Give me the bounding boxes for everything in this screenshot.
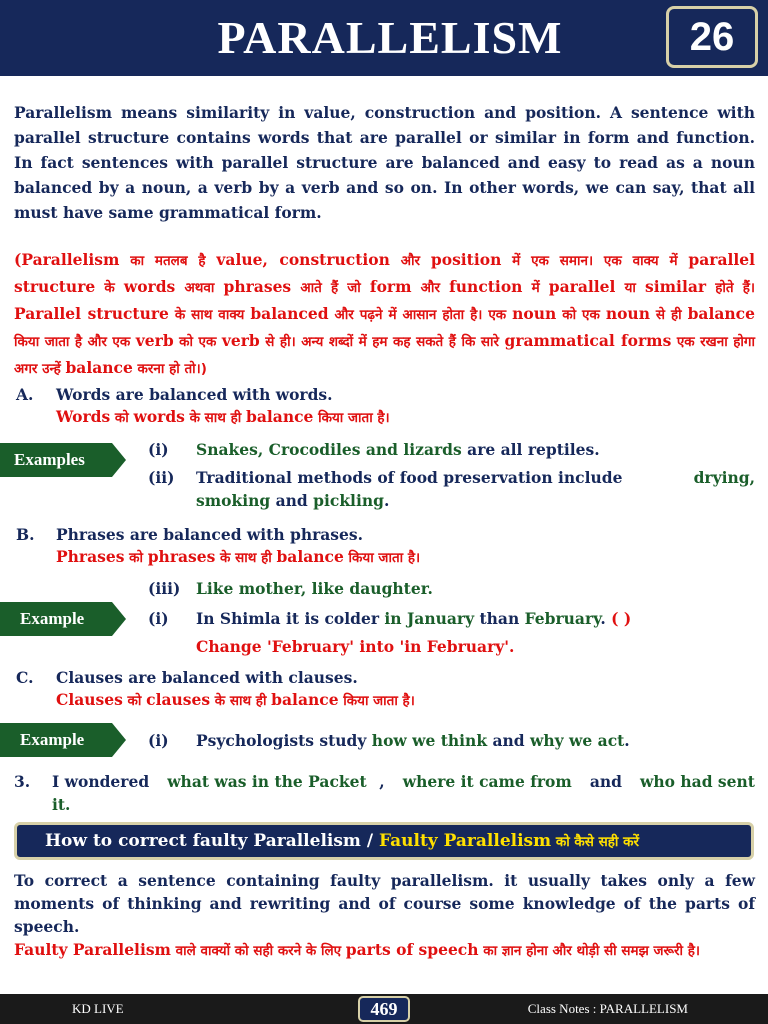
- text-segment: are all reptiles.: [461, 440, 600, 459]
- text-segment: and: [487, 731, 531, 750]
- text-segment: why we act: [530, 731, 625, 750]
- section-b-heading: Phrases are balanced with phrases.: [56, 525, 364, 544]
- example-tag: [0, 602, 126, 636]
- text-segment: ,: [379, 772, 391, 791]
- text-segment: I wondered: [52, 772, 155, 791]
- text-segment: and: [270, 491, 314, 510]
- section-b-hindi: [56, 546, 420, 569]
- tag-arrow-icon: [112, 602, 126, 636]
- intro-paragraph: Parallelism means similarity in value, construction and position. A sentence with parallel structure contains words that are parallel or similar in form and function. In fact sentences with parallel structure are balanced and easy to read as a noun balanced by a noun, a verb by a verb and so on. In other words, we can say, that all must have same grammatical form.: [14, 103, 755, 222]
- text-segment: pickling: [313, 491, 384, 510]
- text-segment: parallel: [548, 277, 616, 296]
- text-segment: में एक समान। एक वाक्य में: [501, 253, 689, 269]
- text-segment: Traditional methods of food preservation include: [196, 468, 628, 487]
- text-segment: के साथ ही: [215, 550, 277, 566]
- example-sentence-line2: [196, 490, 389, 512]
- text-segment: अथवा: [175, 280, 224, 296]
- text-segment: वाले वाक्यों को सही करने के लिए: [170, 943, 346, 959]
- banner-english: How to correct faulty Parallelism /: [45, 831, 379, 851]
- text-segment: form: [369, 277, 412, 296]
- section-c-hindi: [56, 689, 415, 712]
- text-segment: का ज्ञान होना और थोड़ी सी समझ जरूरी है।: [478, 943, 700, 959]
- text-segment: how we think: [371, 731, 488, 750]
- text-segment: किया जाता है।: [338, 693, 415, 709]
- section-b-letter: B.: [16, 525, 35, 544]
- footer-brand: KD LIVE: [72, 1001, 124, 1016]
- correction-hindi-paragraph: [14, 938, 755, 963]
- section-a-letter: A.: [16, 385, 34, 404]
- page-header: [0, 0, 768, 76]
- text-segment: .: [383, 491, 390, 510]
- text-segment: Parallel structure: [14, 304, 169, 323]
- text-segment: किया जाता है और एक: [14, 334, 136, 350]
- text-segment: balance: [271, 690, 339, 709]
- example-sentence-line1: [196, 467, 755, 489]
- text-segment: noun: [605, 304, 650, 323]
- text-segment: Words: [56, 407, 111, 426]
- text-segment: कि सारे: [461, 334, 505, 350]
- text-segment: grammatical forms: [504, 331, 672, 350]
- text-segment: balance: [276, 547, 344, 566]
- text-segment: और: [411, 280, 450, 296]
- text-segment: smoking: [196, 491, 271, 510]
- item-number: 3.: [14, 772, 31, 791]
- text-segment: Snakes, Crocodiles and lizards: [196, 440, 462, 459]
- page-title: PARALLELISM: [217, 12, 563, 63]
- text-segment: words: [123, 277, 176, 296]
- text-segment: को एक: [173, 334, 222, 350]
- banner-hindi: को कैसे सही करें: [551, 834, 639, 850]
- text-segment: balance: [687, 304, 755, 323]
- example-sentence: [196, 730, 630, 752]
- text-segment: drying,: [693, 468, 755, 487]
- text-segment: in January: [384, 609, 475, 628]
- text-segment: function: [449, 277, 523, 296]
- text-segment: phrases: [147, 547, 216, 566]
- page-number: 469: [358, 996, 410, 1022]
- text-segment: verb: [135, 331, 174, 350]
- intro-hindi-paragraph: [14, 247, 755, 382]
- text-segment: balance: [246, 407, 314, 426]
- text-segment: position: [430, 250, 502, 269]
- text-segment: होते हैं।: [706, 280, 755, 296]
- chapter-number-badge: 26: [666, 6, 758, 68]
- text-segment: को एक: [556, 307, 606, 323]
- text-segment: clauses: [146, 690, 211, 709]
- correction-note: Change 'February' into 'in February'.: [196, 637, 515, 656]
- text-segment: .: [600, 609, 612, 628]
- text-segment: किया जाता है।: [343, 550, 421, 566]
- text-segment: के साथ ही: [210, 693, 272, 709]
- text-segment: करना हो तो।): [132, 361, 207, 377]
- text-segment: किया जाता है।: [313, 410, 390, 426]
- text-segment: words: [133, 407, 185, 426]
- example-sentence: Like mother, like daughter.: [196, 579, 433, 598]
- item-sentence-line2: [52, 794, 70, 816]
- text-segment: noun: [512, 304, 557, 323]
- text-segment: .: [624, 731, 630, 750]
- correction-paragraph: To correct a sentence containing faulty parallelism. it usually takes only a few moments of thinking and rewriting and of course some knowledge of the parts of speech.: [14, 871, 755, 936]
- text-segment: phrases: [223, 277, 292, 296]
- text-segment: who had sent: [640, 772, 755, 791]
- text-segment: से ही। अन्य शब्दों में हम कह सकते हैं: [259, 334, 462, 350]
- text-segment: एक रखना होगा अगर उन्हें: [14, 334, 755, 377]
- text-segment: Faulty Parallelism: [14, 940, 171, 959]
- text-segment: Phrases: [56, 547, 125, 566]
- tag-arrow-icon: [112, 723, 126, 757]
- text-segment: similar: [645, 277, 707, 296]
- example-number: (i): [148, 731, 169, 750]
- text-segment: what was in the Packet: [167, 772, 367, 791]
- text-segment: Clauses: [56, 690, 123, 709]
- text-segment: parallel structure: [14, 250, 756, 296]
- text-segment: में: [522, 280, 549, 296]
- text-segment: parts of speech: [345, 940, 479, 959]
- text-segment: और पढ़ने में आसान होता है। एक: [328, 307, 513, 323]
- text-segment: का मतलब है: [119, 253, 217, 269]
- section-a-heading: Words are balanced with words.: [56, 385, 333, 404]
- section-c-letter: C.: [16, 668, 34, 687]
- tag-arrow-icon: [112, 443, 126, 477]
- text-segment: ( ): [611, 609, 632, 628]
- text-segment: को: [124, 550, 148, 566]
- text-segment: balanced: [250, 304, 329, 323]
- footer-notes: Class Notes : PARALLELISM: [527, 1001, 688, 1016]
- example-sentence: [196, 608, 631, 630]
- section-c-heading: Clauses are balanced with clauses.: [56, 668, 358, 687]
- text-segment: than: [474, 609, 525, 628]
- example-tag-label: Example: [0, 723, 112, 757]
- text-segment: को: [110, 410, 134, 426]
- text-segment: where it came from: [402, 772, 572, 791]
- item-sentence-line1: [52, 771, 755, 793]
- text-segment: and: [584, 772, 628, 791]
- text-segment: balance: [65, 358, 133, 377]
- section-a-hindi: [56, 406, 390, 429]
- example-sentence: [196, 439, 600, 461]
- example-number: (i): [148, 440, 169, 459]
- banner-highlight: Faulty Parallelism: [378, 831, 552, 851]
- text-segment: या: [615, 280, 646, 296]
- text-segment: In Shimla it is colder: [196, 609, 385, 628]
- text-segment: (Parallelism: [14, 250, 120, 269]
- example-number: (ii): [148, 468, 175, 487]
- text-segment: Psychologists study: [196, 731, 372, 750]
- text-segment: से ही: [649, 307, 688, 323]
- text-segment: value, construction: [216, 250, 390, 269]
- text-segment: verb: [221, 331, 260, 350]
- text-segment: February: [524, 609, 601, 628]
- text-segment: के: [95, 280, 124, 296]
- text-segment: के साथ ही: [184, 410, 246, 426]
- example-number: (iii): [148, 579, 181, 598]
- examples-tag: [0, 443, 126, 477]
- example-number: (i): [148, 609, 169, 628]
- text-segment: आते हैं जो: [291, 280, 370, 296]
- text-segment: it.: [52, 795, 71, 814]
- text-segment: को: [122, 693, 147, 709]
- text-segment: और: [389, 253, 431, 269]
- examples-tag-label: Examples: [0, 443, 112, 477]
- example-tag-label: Example: [0, 602, 112, 636]
- text-segment: के साथ वाक्य: [168, 307, 251, 323]
- section-banner: [14, 822, 754, 860]
- example-tag: [0, 723, 126, 757]
